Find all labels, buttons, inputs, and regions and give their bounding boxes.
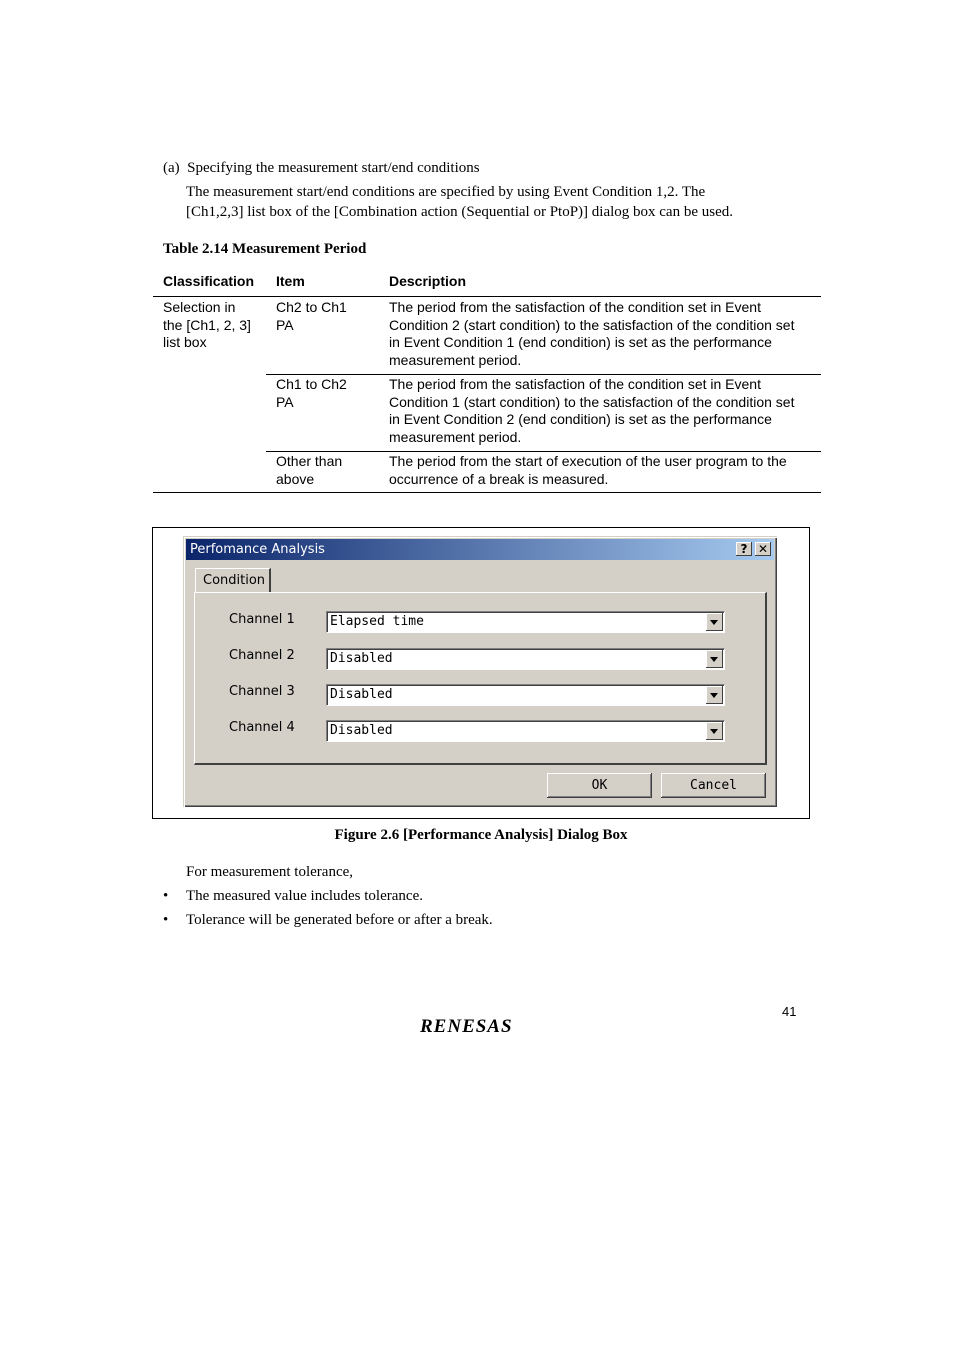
table-header-classification: Classification (163, 273, 255, 289)
channel-2-value: Disabled (330, 651, 393, 666)
channel-4-value: Disabled (330, 723, 393, 738)
dialog-titlebar[interactable] (186, 539, 774, 560)
renesas-logo: RENESAS (420, 1016, 513, 1037)
channel-1-value: Elapsed time (330, 614, 424, 629)
tab-condition[interactable]: Condition (195, 568, 271, 592)
cancel-button[interactable]: Cancel (661, 773, 766, 798)
channel-4-select[interactable] (326, 720, 725, 742)
channel-2-label: Channel 2 (229, 648, 295, 663)
chevron-down-icon[interactable] (706, 650, 723, 668)
performance-analysis-dialog (183, 536, 777, 807)
ok-button[interactable]: OK (547, 773, 652, 798)
chevron-down-icon[interactable] (706, 686, 723, 704)
chevron-down-icon[interactable] (706, 613, 723, 631)
channel-4-label: Channel 4 (229, 720, 295, 735)
channel-1-select[interactable] (326, 611, 725, 633)
bullet-icon: • (163, 912, 169, 928)
channel-3-value: Disabled (330, 687, 393, 702)
table-header-description: Description (389, 273, 467, 289)
close-icon: ✕ (757, 542, 769, 556)
table-bottom-rule (153, 492, 821, 493)
channel-1-label: Channel 1 (229, 612, 295, 627)
bullet-icon: • (163, 888, 169, 904)
page-number: 41 (782, 1004, 797, 1019)
tolerance-bullet-1: The measured value includes tolerance. (186, 888, 423, 904)
channel-3-select[interactable] (326, 684, 725, 706)
section-paragraph-line-1: The measurement start/end conditions are specified by using Event Condition 1,2. The (186, 184, 706, 200)
table-header-rule (153, 296, 821, 297)
help-button[interactable] (736, 542, 752, 556)
channel-3-label: Channel 3 (229, 684, 295, 699)
dialog-title: Perfomance Analysis (190, 542, 325, 557)
table-row-divider (266, 374, 821, 375)
help-icon: ? (740, 542, 748, 556)
section-heading: (a) Specifying the measurement start/end conditions (163, 160, 480, 176)
close-button[interactable] (755, 542, 771, 556)
figure-caption: Figure 2.6 [Performance Analysis] Dialog Box (334, 827, 628, 843)
tolerance-intro: For measurement tolerance, (186, 864, 354, 880)
table-row-divider (266, 451, 821, 452)
table-header-item: Item (276, 273, 305, 289)
chevron-down-icon[interactable] (706, 722, 723, 740)
section-paragraph-line-2: [Ch1,2,3] list box of the [Combination action (Sequential or PtoP)] dialog box can be used. (186, 204, 733, 220)
channel-2-select[interactable] (326, 648, 725, 670)
table-caption: Table 2.14 Measurement Period (163, 241, 367, 257)
tolerance-bullet-2: Tolerance will be generated before or after a break. (186, 912, 493, 928)
